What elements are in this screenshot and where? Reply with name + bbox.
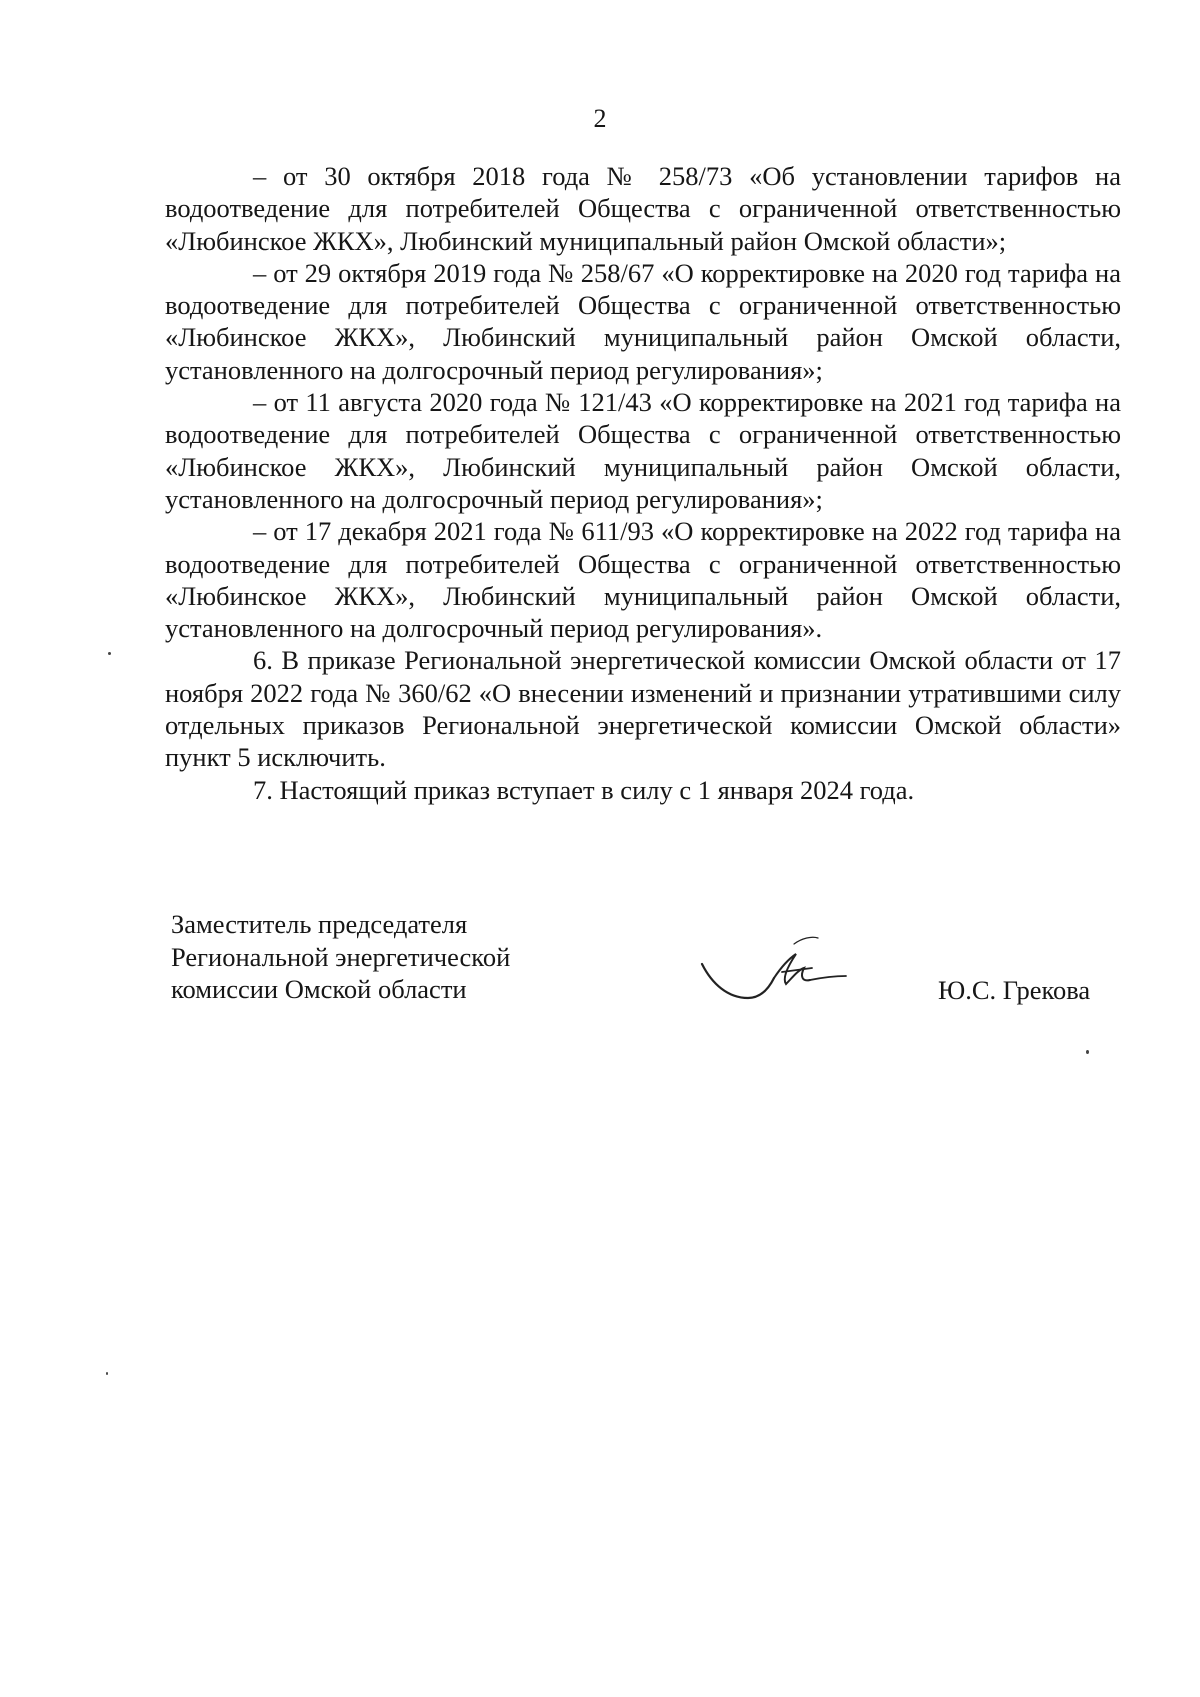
scan-speck xyxy=(1086,1050,1089,1054)
signer-position xyxy=(171,908,510,1006)
document-body xyxy=(165,160,1121,806)
signer-position-line: Региональной энергетической xyxy=(171,941,511,972)
paragraph-item: 7. Настоящий приказ вступает в силу с 1 января 2024 года. xyxy=(253,774,915,805)
signer-position-line: Заместитель председателя xyxy=(171,909,468,939)
paragraph-item: – от 30 октября 2018 года № 258/73 «Об установлении тарифов на водоотведение для потребителей Общества с ограниченной ответственностью «Любинское ЖКХ», Любинский муниципальный район Омской области»; xyxy=(165,161,1121,256)
scan-speck xyxy=(106,1372,108,1375)
paragraph-item: – от 17 декабря 2021 года № 611/93 «О корректировке на 2022 год тарифа на водоотведение для потребителей Общества с ограниченной ответственностью «Любинское ЖКХ», Любинский муниципальный район Омской области, установленного на долгосрочный период регулирования». xyxy=(165,516,1121,644)
scan-speck xyxy=(108,652,111,655)
signer-position-line: комиссии Омской области xyxy=(171,974,467,1004)
paragraph-item: – от 29 октября 2019 года № 258/67 «О корректировке на 2020 год тарифа на водоотведение для потребителей Общества с ограниченной ответственностью «Любинское ЖКХ», Любинский муниципальный район Омской области, установленного на долгосрочный период регулирования»; xyxy=(165,257,1121,385)
handwritten-signature-icon xyxy=(690,926,850,1016)
signer-name: Ю.С. Грекова xyxy=(938,975,1091,1005)
paragraph-item: 6. В приказе Региональной энергетической комиссии Омской области от 17 ноября 2022 года № 360/62 «О внесении изменений и признании утратившими силу отдельных приказов Региональной энергетической комиссии Омской области» пункт 5 исключить. xyxy=(165,645,1121,773)
page-number: 2 xyxy=(593,104,607,133)
paragraph-item: – от 11 августа 2020 года № 121/43 «О корректировке на 2021 год тарифа на водоотведение для потребителей Общества с ограниченной ответственностью «Любинское ЖКХ», Любинский муниципальный район Омской области, установленного на долгосрочный период регулирования»; xyxy=(165,387,1121,514)
